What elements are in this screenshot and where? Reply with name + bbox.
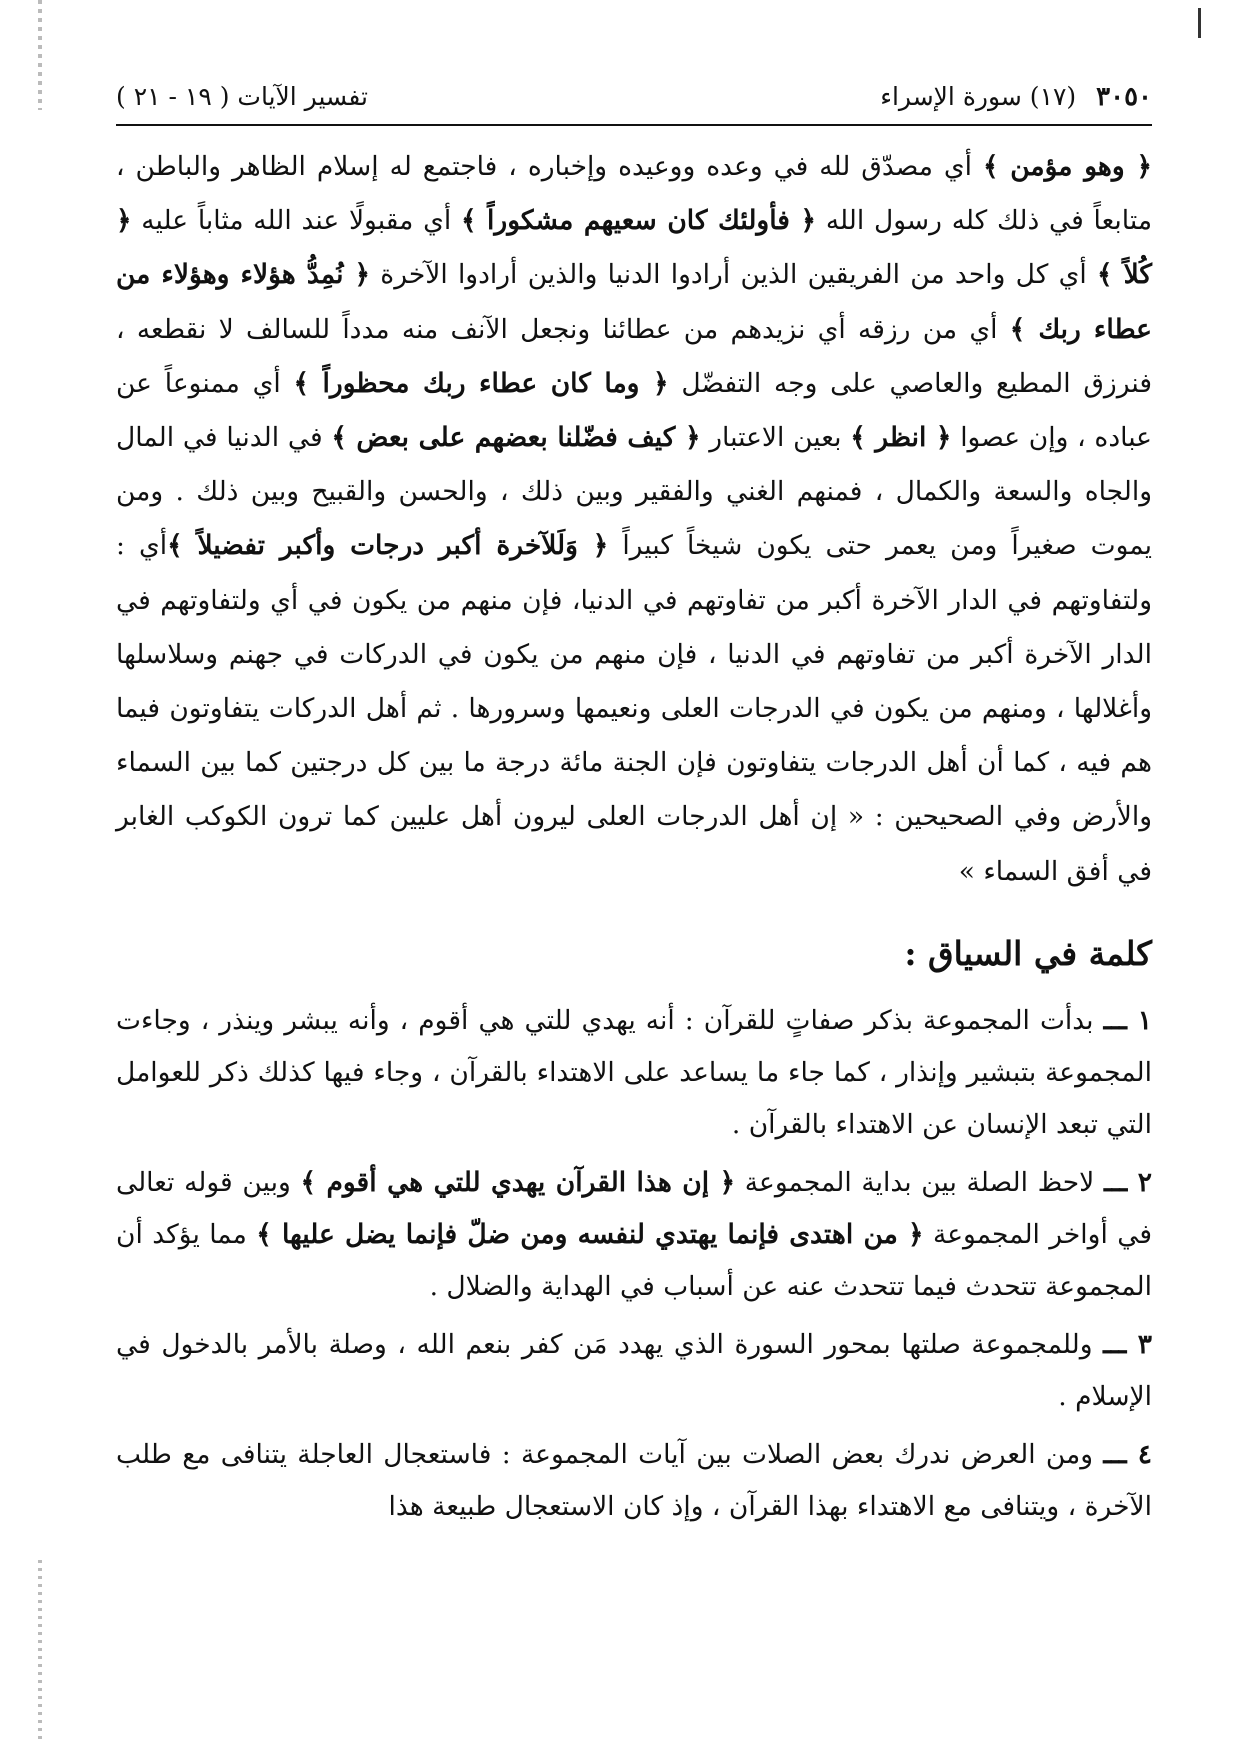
scan-margin-mark-top [38,0,42,110]
section-list [116,995,1152,1533]
scan-margin-mark-right [1198,8,1201,38]
header-right [880,82,1152,112]
list-item [116,995,1152,1151]
quran-quote: ﴿ نُمِدُّ هؤلاء وهؤلاء من عطاء ربك ﴾ [116,259,1152,345]
text-run: ومن العرض ندرك بعض الصلات بين آيات المجموعة : فاستعجال العاجلة يتنافى مع طلب الآخرة ، ويتنافى مع الاهتداء بهذا القرآن ، وإذ كان الاستعجال طبيعة هذا [116,1438,1152,1522]
quran-quote: ﴿ كيف فضّلنا بعضهم على بعض ﴾ [331,422,701,454]
quran-quote: ٣ ـــ [1103,1328,1152,1360]
text-run: أي مصدّق لله في وعده ووعيده وإخباره ، فاجتمع له إسلام الظاهر والباطن ، متابعاً في ذلك كله رسول الله [116,151,1153,237]
quran-quote: ١ ـــ [1103,1004,1152,1036]
running-header [116,70,1152,126]
text-run: لاحظ الصلة بين بداية المجموعة [735,1166,1104,1198]
scan-margin-mark-bottom [38,1560,42,1740]
section-heading: كلمة في السياق : [904,933,1152,973]
text-run: بعين الاعتبار [700,422,851,454]
list-item [116,1429,1152,1533]
tafsir-text [116,140,1152,899]
verses-range: تفسير الآيات ( ١٩ - ٢١ ) [116,82,368,111]
quran-quote: ٤ ـــ [1103,1438,1152,1470]
text-run: أي مقبولًا عند الله مثاباً عليه [131,205,461,237]
text-run: مما يؤكد أن المجموعة تتحدث فيما تتحدث عنه عن أسباب في الهداية والضلال . [116,1218,1152,1302]
list-item [116,1319,1152,1423]
text-run: بدأت المجموعة بذكر صفاتٍ للقرآن : أنه يهدي للتي هي أقوم ، وأنه يبشر وينذر ، وجاءت المجموعة بتبشير وإنذار ، كما جاء ما يساعد على الاهتداء بالقرآن ، وجاء فيها كذلك ذكر للعوامل التي تبعد الإنسان عن الاهتداء بالقرآن . [116,1004,1152,1140]
text-run: وبين قوله تعالى في أواخر المجموعة [116,1166,1152,1250]
surah-title: (١٧) سورة الإسراء [880,82,1077,111]
quran-quote: ﴿ وهو مؤمن ﴾ [982,151,1152,182]
text-run: أي : ولتفاوتهم في الدار الآخرة أكبر من تفاوتهم في الدنيا، فإن منهم من يكون في أي ولتفاوتهم في الدار الآخرة أكبر من تفاوتهم في الدنيا ، فإن منهم من يكون في الدركات في جهنم وسلاسلها وأغلالها ، ومنهم من يكون في الدرجات العلى ونعيمها وسرورها . ثم أهل الدركات يتفاوتون فيما هم فيه ، كما أن أهل الدرجات يتفاوتون فإن الجنة مائة درجة ما بين كل درجتين كما بين السماء والأرض وفي الصحيحين : « إن أهل الدرجات العلى ليرون أهل عليين كما ترون الكوكب الغابر في أفق السماء » [116,530,1152,887]
text-run: أي ممنوعاً عن عباده ، وإن عصوا [116,367,1152,454]
book-page [116,70,1152,1720]
quran-quote: ٢ ـــ [1103,1166,1152,1198]
paragraph [116,140,1152,899]
quran-quote: ﴿ وَلَلآخرة أكبر درجات وأكبر تفضيلاً ﴾ [167,530,609,562]
quran-quote: ﴿ وما كان عطاء ربك محظوراً ﴾ [293,367,669,399]
quran-quote: ﴿ إن هذا القرآن يهدي للتي هي أقوم ﴾ [300,1166,736,1198]
text-run: في الدنيا في المال والجاه والسعة والكمال ، فمنهم الغني والفقير وبين ذلك ، والحسن والقبيح وبين ذلك . ومن يموت صغيراً ومن يعمر حتى يكون شيخاً كبيراً [116,422,1153,562]
list-item [116,1157,1152,1313]
quran-quote: ﴿ فأولئك كان سعيهم مشكوراً ﴾ [460,205,817,237]
quran-quote: ﴿ انظر ﴾ [850,422,952,454]
text-run: وللمجموعة صلتها بمحور السورة الذي يهدد مَن كفر بنعم الله ، وصلة بالأمر بالدخول في الإسلام . [116,1328,1152,1412]
text-run: أي كل واحد من الفريقين الذين أرادوا الدنيا والذين أرادوا الآخرة [370,259,1097,291]
quran-quote: ﴿ من اهتدى فإنما يهتدي لنفسه ومن ضلّ فإنما يضل عليها ﴾ [256,1218,924,1250]
page-number: ٣٠٥٠ [1096,82,1152,112]
quran-quote: ﴿ كُلاً ﴾ [116,205,1152,291]
text-run: أي من رزقه أي نزيدهم من عطائنا ونجعل الآنف منه مدداً للسالف لا نقطعه ، فنرزق المطيع والعاصي على وجه التفضّل [116,313,1152,399]
